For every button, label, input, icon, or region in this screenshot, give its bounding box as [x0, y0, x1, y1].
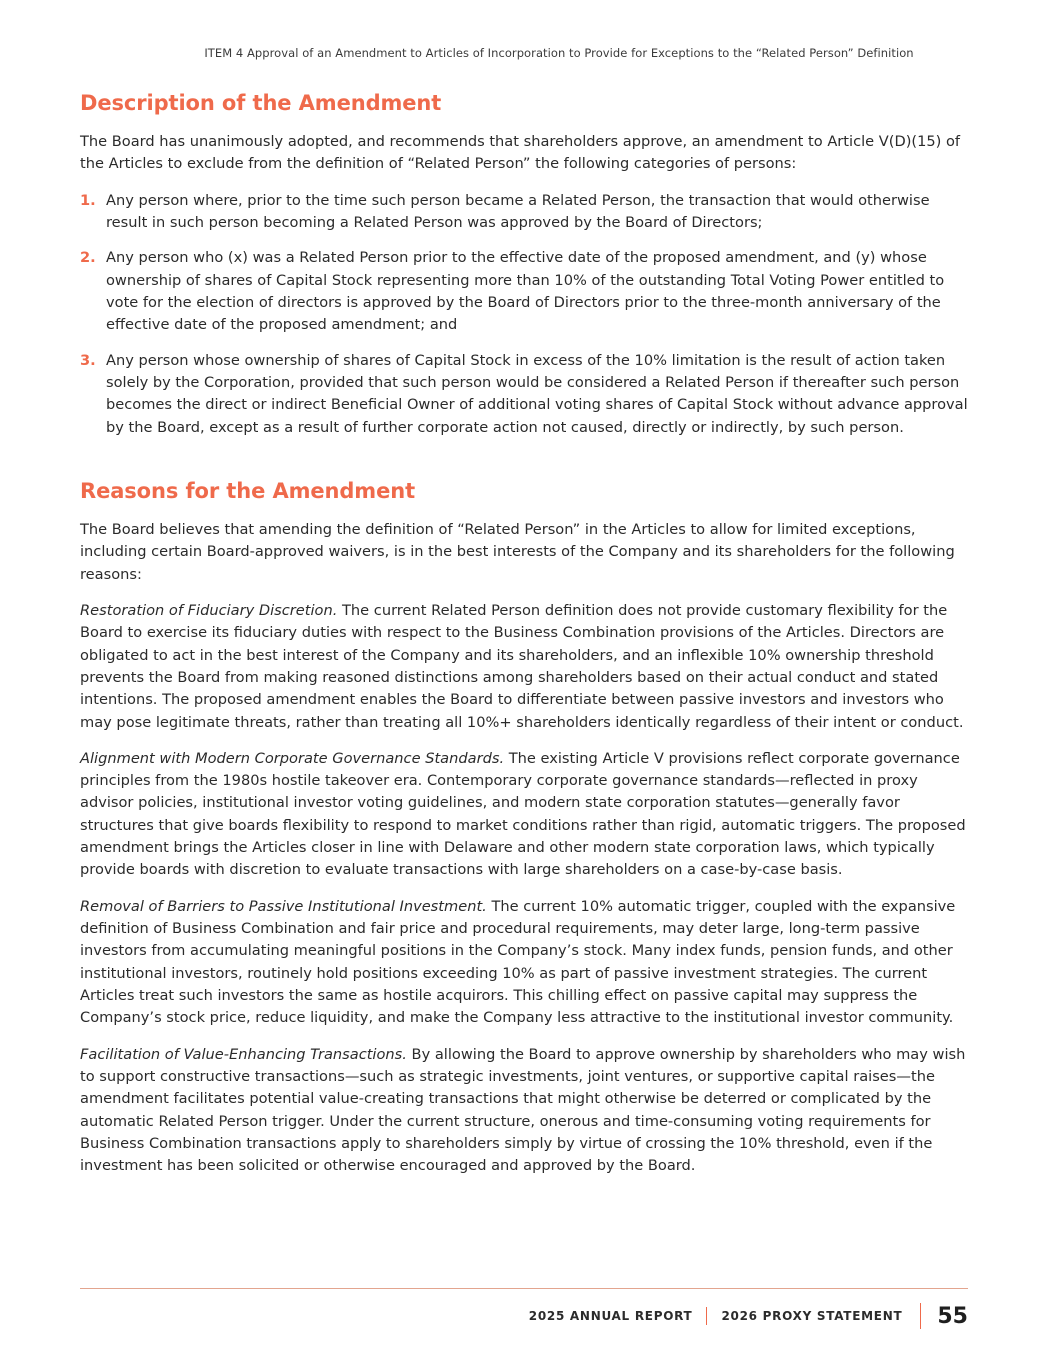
reasons-intro-paragraph: The Board believes that amending the definition of “Related Person” in the Articles to allow for limited exceptions, including certain Board-approved waivers, is in the best interests of the Company and its shareholders for the following reasons:: [80, 520, 955, 583]
list-item-number: 2.: [80, 249, 96, 267]
section-title-description: Description of the Amendment: [80, 90, 442, 115]
list-item-text: Any person who (x) was a Related Person prior to the effective date of the proposed amendment, and (y) whose ownership of shares of Capital Stock representing more than 10% of the outstanding Total Voting Power entitled to vote for the election of directors is approved by the Board of Directors prior to the three-month anniversary of the effective date of the proposed amendment; and: [106, 249, 945, 334]
running-header: ITEM 4 Approval of an Amendment to Articles of Incorporation to Provide for Exceptions to the “Related Person” Definition: [204, 46, 914, 60]
page-number: 55: [937, 1303, 968, 1329]
footer-divider: [80, 1288, 968, 1289]
list-item: [80, 350, 968, 439]
page-footer: [80, 1288, 968, 1329]
reason-body: The current 10% automatic trigger, coupled with the expansive definition of Business Combination and fair price and procedural requirements, may deter large, long-term passive investors from accumulating meaningful positions in the Company’s stock. Many index funds, pension funds, and other institutional investors, routinely hold positions exceeding 10% as part of passive investment strategies. The current Articles treat such investors the same as hostile acquirors. This chilling effect on passive capital may suppress the Company’s stock price, reduce liquidity, and make the Company less attractive to the institutional investor community.: [80, 897, 956, 1027]
section-title-reasons: Reasons for the Amendment: [80, 478, 416, 503]
list-item: [80, 247, 968, 336]
reason-body: By allowing the Board to approve ownership by shareholders who may wish to support constructive transactions—such as strategic investments, joint ventures, or supportive capital raises—the amendment facilitates potential value-creating transactions that might otherwise be deterred or complicated by the automatic Related Person trigger. Under the current structure, onerous and time-consuming voting requirements for Business Combination transactions apply to shareholders simply by virtue of crossing the 10% threshold, even if the investment has been solicited or otherwise encouraged and approved by the Board.: [80, 1045, 966, 1175]
amendment-exceptions-list: [80, 190, 968, 439]
reason-lead-in: Facilitation of Value-Enhancing Transactions.: [80, 1045, 407, 1063]
footer-separator-icon: [706, 1307, 707, 1325]
footer-proxy-statement-label: 2026 PROXY STATEMENT: [721, 1309, 903, 1323]
list-item-number: 1.: [80, 191, 96, 209]
list-item: [80, 190, 968, 235]
list-item-text: Any person where, prior to the time such person became a Related Person, the transaction that would otherwise result in such person becoming a Related Person was approved by the Board of Directors;: [106, 191, 930, 231]
list-item-number: 3.: [80, 351, 96, 369]
footer-annual-report-label: 2025 ANNUAL REPORT: [528, 1309, 693, 1323]
reason-lead-in: Alignment with Modern Corporate Governance Standards.: [80, 749, 505, 767]
description-intro-paragraph: The Board has unanimously adopted, and recommends that shareholders approve, an amendment to Article V(D)(15) of the Articles to exclude from the definition of “Related Person” the following categories of persons:: [80, 132, 961, 173]
reason-paragraph-alignment: [80, 748, 968, 882]
list-item-text: Any person whose ownership of shares of Capital Stock in excess of the 10% limitation is the result of action taken solely by the Corporation, provided that such person would be considered a Related Person if thereafter such person becomes the direct or indirect Beneficial Owner of additional voting shares of Capital Stock without advance approval by the Board, except as a result of further corporate action not caused, directly or indirectly, by such person.: [106, 351, 968, 436]
reason-lead-in: Restoration of Fiduciary Discretion.: [80, 601, 338, 619]
reason-lead-in: Removal of Barriers to Passive Institutional Investment.: [80, 897, 487, 915]
reason-paragraph-removal: [80, 896, 968, 1030]
reason-paragraph-facilitation: [80, 1044, 968, 1178]
footer-page-separator-icon: [920, 1303, 921, 1329]
reason-body: The existing Article V provisions reflect corporate governance principles from the 1980s hostile takeover era. Contemporary corporate governance standards—reflected in proxy advisor policies, institutional investor voting guidelines, and modern state corporation statutes—generally favor structures that give boards flexibility to respond to market conditions rather than rigid, automatic triggers. The proposed amendment brings the Articles closer in line with Delaware and other modern state corporation laws, which typically provide boards with discretion to evaluate transactions with large shareholders on a case-by-case basis.: [80, 749, 966, 879]
reason-body: The current Related Person definition does not provide customary flexibility for the Board to exercise its fiduciary duties with respect to the Business Combination provisions of the Articles. Directors are obligated to act in the best interest of the Company and its shareholders, and an inflexible 10% ownership threshold prevents the Board from making reasoned distinctions among shareholders based on their actual conduct and stated intentions. The proposed amendment enables the Board to differentiate between passive investors and investors who may pose legitimate threats, rather than treating all 10%+ shareholders identically regardless of their intent or conduct.: [80, 601, 964, 731]
reason-paragraph-restoration: [80, 600, 968, 734]
